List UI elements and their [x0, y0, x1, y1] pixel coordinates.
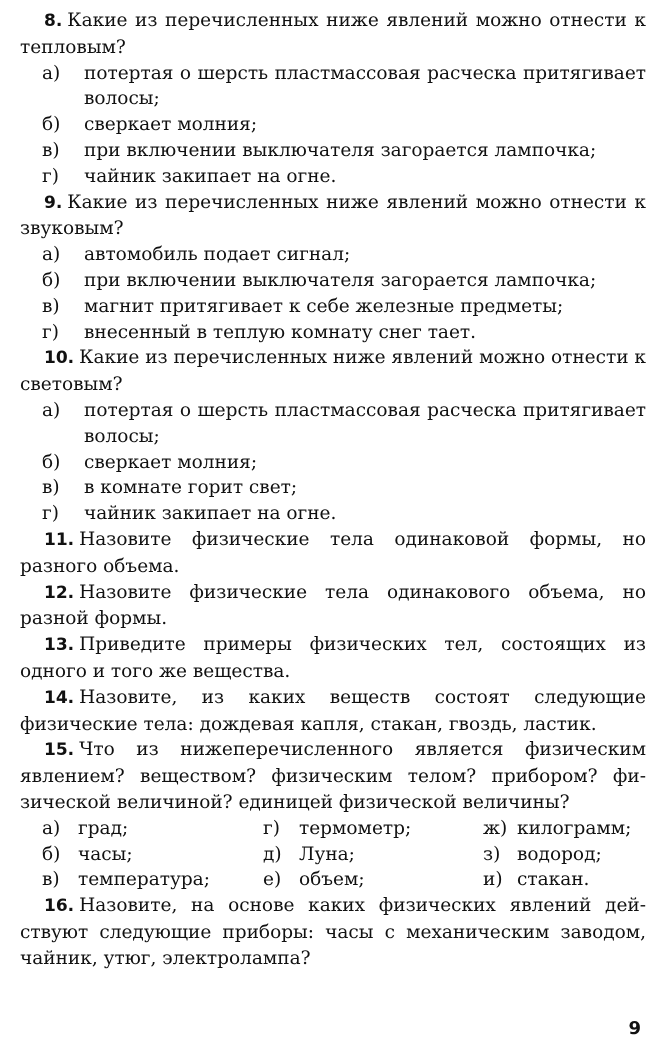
option-item: [20, 242, 646, 268]
question-9: [20, 190, 646, 346]
question-12: [20, 580, 646, 633]
question-text: [20, 737, 646, 815]
question-text: [20, 527, 646, 580]
question-number: 8.: [44, 11, 63, 31]
option-letter: г): [42, 165, 59, 187]
question-text: [20, 8, 646, 61]
question-14: [20, 685, 646, 738]
option-letter: в): [42, 295, 60, 317]
question-body: Какие из перечисленных ниже явлений можно отнести к тепловым?: [20, 10, 646, 58]
question-body: Какие из перечисленных ниже явлений можно отнести к звуковым?: [20, 191, 646, 240]
page-number: 9: [628, 1018, 641, 1039]
question-number: 14.: [44, 687, 75, 708]
option-item: [20, 842, 263, 868]
question-number: 13.: [44, 635, 75, 656]
option-text: внесенный в теплую комнату снег тает.: [84, 321, 477, 343]
option-letter: в): [42, 477, 60, 499]
option-letter: а): [42, 244, 61, 266]
option-text: сверкает молния;: [84, 114, 258, 136]
option-item: [20, 294, 646, 320]
textbook-page: [20, 8, 646, 971]
option-letter: а): [42, 62, 61, 84]
option-text: сверкает молния;: [84, 451, 258, 473]
option-text: килограмм;: [517, 817, 632, 839]
option-item: [20, 867, 263, 893]
option-item: [20, 320, 646, 346]
options-list: [20, 242, 646, 345]
question-body: Назовите физические тела одинаковой формы, но разного объема.: [20, 528, 646, 577]
option-item: [20, 61, 646, 113]
option-text: температура;: [78, 869, 210, 891]
question-number: 16.: [44, 896, 75, 917]
option-item: [20, 398, 646, 450]
option-text: потертая о шерсть пластмассовая расческа притягивает волосы;: [84, 62, 646, 110]
option-text: объем;: [299, 869, 365, 891]
option-item: [20, 501, 646, 527]
options-grid: [20, 816, 646, 893]
question-text: [20, 632, 646, 685]
option-letter: а): [42, 817, 61, 839]
option-letter: г): [42, 321, 59, 343]
option-letter: г): [263, 817, 280, 839]
option-item: [263, 816, 483, 842]
option-item: [483, 867, 646, 893]
option-text: потертая о шерсть пластмассовая расческа притягивает волосы;: [84, 399, 646, 447]
options-list: [20, 61, 646, 190]
question-text: [20, 345, 646, 398]
option-letter: в): [42, 869, 60, 891]
question-text: [20, 685, 646, 738]
option-text: при включении выключателя загорается лампочка;: [84, 139, 597, 161]
question-body: Назовите физические тела одинакового объема, но разной формы.: [20, 581, 646, 630]
option-item: [20, 450, 646, 476]
question-number: 9.: [44, 192, 63, 213]
question-8: [20, 8, 646, 190]
option-item: [20, 138, 646, 164]
question-body: Приведите примеры физических тел, состоящих из одного и того же вещества.: [20, 634, 646, 682]
option-text: Луна;: [299, 843, 355, 865]
option-letter: б): [42, 114, 61, 136]
question-body: Что из нижеперечисленного является физическим явлением? веществом? физическим телом? прибором? физической величиной? единицей физической величины?: [20, 739, 646, 813]
option-letter: з): [483, 843, 501, 865]
question-number: 10.: [44, 348, 75, 369]
option-item: [20, 475, 646, 501]
question-11: [20, 527, 646, 580]
question-number: 11.: [44, 529, 75, 550]
option-item: [20, 816, 263, 842]
option-text: чайник закипает на огне.: [84, 503, 337, 525]
option-text: термометр;: [299, 817, 412, 839]
option-letter: е): [263, 869, 282, 891]
option-text: магнит притягивает к себе железные предметы;: [84, 295, 564, 317]
question-text: [20, 580, 646, 633]
option-letter: б): [42, 451, 61, 473]
question-number: 12.: [44, 582, 75, 603]
option-letter: а): [42, 399, 61, 421]
option-text: чайник закипает на огне.: [84, 165, 337, 187]
option-item: [20, 268, 646, 294]
option-text: водород;: [517, 843, 602, 865]
option-item: [263, 842, 483, 868]
option-item: [20, 112, 646, 138]
option-text: часы;: [78, 843, 133, 865]
option-text: автомобиль подает сигнал;: [84, 244, 351, 266]
option-letter: б): [42, 843, 61, 865]
option-item: [483, 816, 646, 842]
option-text: при включении выключателя загорается лампочка;: [84, 269, 597, 291]
question-text: [20, 893, 646, 971]
question-15: [20, 737, 646, 893]
question-13: [20, 632, 646, 685]
option-text: град;: [78, 817, 129, 839]
question-16: [20, 893, 646, 971]
question-text: [20, 190, 646, 243]
option-item: [20, 164, 646, 190]
option-letter: в): [42, 139, 60, 161]
question-10: [20, 345, 646, 527]
question-body: Какие из перечисленных ниже явлений можно отнести к световым?: [20, 347, 646, 396]
option-item: [263, 867, 483, 893]
option-item: [483, 842, 646, 868]
option-letter: ж): [483, 817, 508, 839]
option-text: в комнате горит свет;: [84, 477, 298, 499]
question-body: Назовите, из каких веществ состоят следующие физические тела: дождевая капля, стакан, гвоздь, ластик.: [20, 686, 646, 735]
option-letter: и): [483, 869, 503, 891]
option-letter: б): [42, 269, 61, 291]
question-number: 15.: [44, 740, 75, 761]
options-list: [20, 398, 646, 527]
option-letter: д): [263, 843, 282, 865]
question-body: Назовите, на основе каких физических явлений действуют следующие приборы: часы с механическим заводом, чайник, утюг, электролампа?: [20, 895, 646, 969]
option-text: стакан.: [517, 869, 590, 891]
option-letter: г): [42, 503, 59, 525]
